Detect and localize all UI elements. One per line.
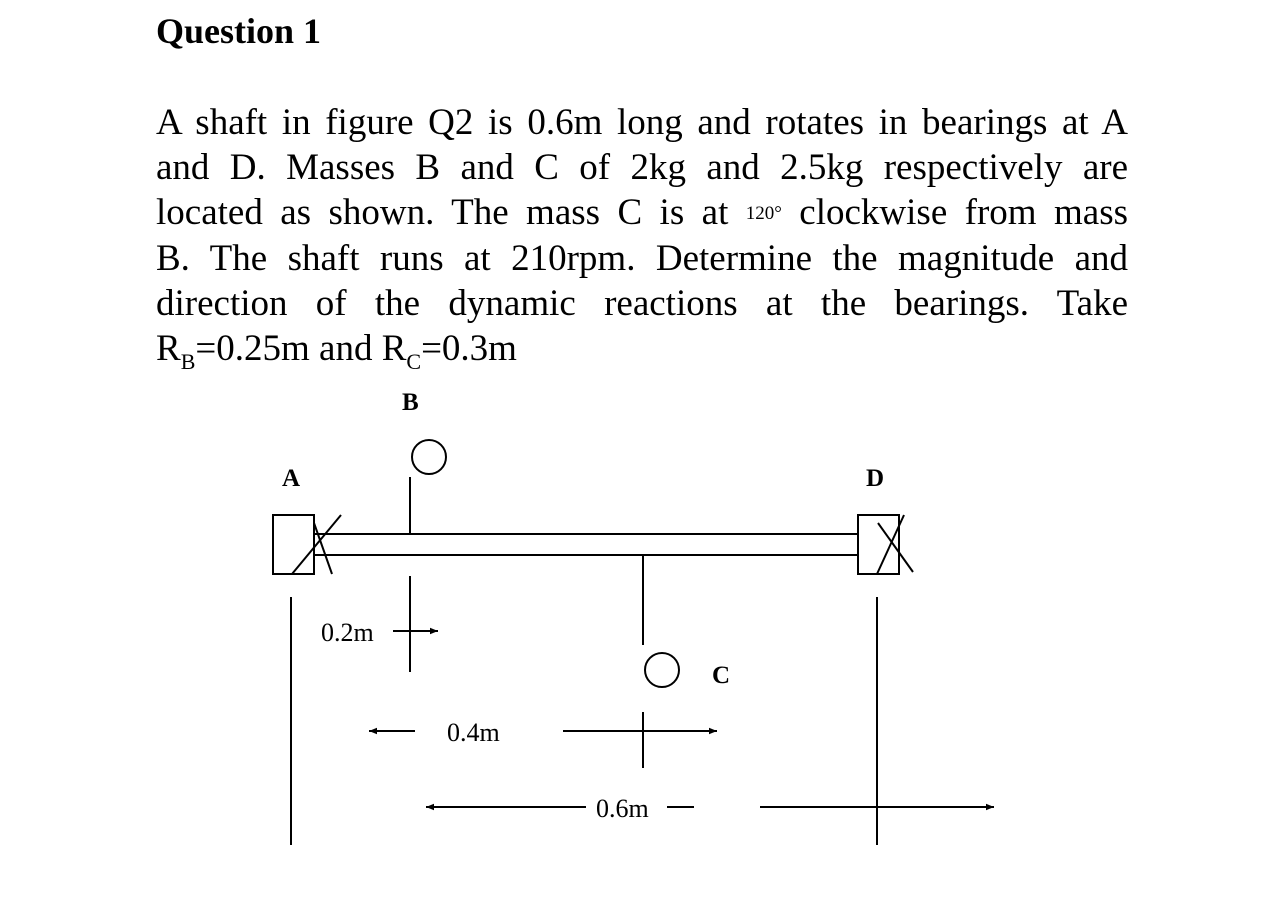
radius-c-subscript: C — [406, 349, 422, 374]
label-a: A — [282, 465, 301, 492]
angle-value: 120° — [745, 203, 782, 224]
dim-ad-label: 0.6m — [596, 794, 649, 823]
label-c: C — [712, 662, 731, 689]
question-title: Question 1 — [156, 11, 322, 51]
text-line-3-end: clockwise from mass — [781, 192, 1128, 233]
radius-b-subscript: B — [180, 349, 196, 374]
text-line-2: and D. Masses B and C of 2kg and 2.5kg respectively are — [156, 147, 1128, 188]
radius-b-symbol: R — [156, 328, 181, 369]
mass-c — [645, 653, 679, 687]
bearing-d — [858, 515, 913, 574]
dim-ab-label: 0.2m — [321, 618, 374, 647]
label-b: B — [402, 389, 419, 416]
text-line-3-start: located as shown. The mass C is at — [156, 192, 746, 233]
text-line-4: B. The shaft runs at 210rpm. Determine the magnitude and — [156, 238, 1128, 279]
label-d: D — [866, 465, 885, 492]
mass-b — [412, 440, 446, 474]
dim-ac-label: 0.4m — [447, 718, 500, 747]
radius-b-value: =0.25m and R — [195, 328, 407, 369]
radius-c-value: =0.3m — [421, 328, 517, 369]
bearing-a — [273, 515, 341, 574]
text-line-1: A shaft in figure Q2 is 0.6m long and rotates in bearings at A — [156, 102, 1128, 143]
text-line-5: direction of the dynamic reactions at the bearings. Take — [156, 283, 1128, 324]
